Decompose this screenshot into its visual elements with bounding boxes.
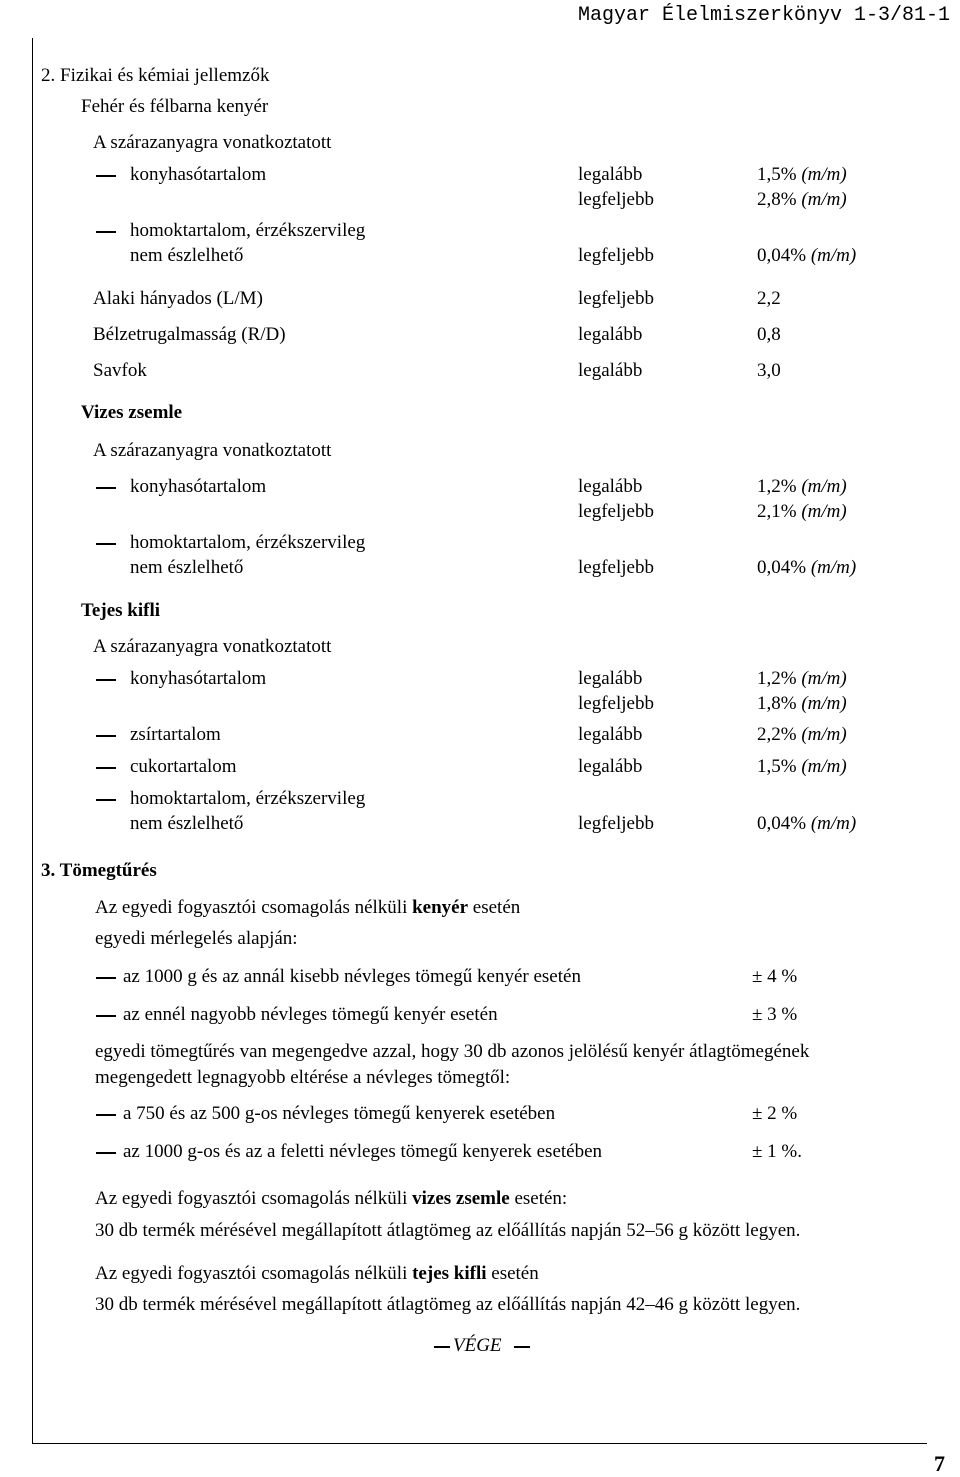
- s3-item-2: az ennél nagyobb névleges tömegű kenyér esetén: [123, 1004, 498, 1025]
- kifli-salt-min-value: 1,2% (m/m): [757, 668, 847, 689]
- bullet-dash: [96, 1114, 116, 1116]
- roll-sand-label-1: homoktartalom, érzékszervileg: [130, 532, 366, 553]
- kifli-intro: A szárazanyagra vonatkoztatott: [93, 636, 332, 657]
- bullet-dash: [96, 977, 116, 979]
- kifli-sugar-label: cukortartalom: [130, 756, 237, 777]
- roll-salt-max-value: 2,1% (m/m): [757, 501, 847, 522]
- roll-title: Vizes zsemle: [81, 402, 183, 423]
- s3-paragraph-1: Az egyedi fogyasztói csomagolás nélküli kenyér esetén: [95, 897, 521, 918]
- roll-sand-qualifier: legfeljebb: [578, 557, 654, 578]
- kifli-sand-value: 0,04% (m/m): [757, 813, 857, 834]
- wb-elasticity-label: Bélzetrugalmasság (R/D): [93, 324, 286, 345]
- s3-paragraph-1-line2: egyedi mérlegelés alapján:: [95, 928, 298, 949]
- s3-item-3: a 750 és az 500 g-os névleges tömegű kenyerek esetében: [123, 1103, 556, 1124]
- s3-paragraph-2-line2: megengedett legnagyobb eltérése a névleges tömegtől:: [95, 1067, 511, 1088]
- bullet-dash: [96, 767, 116, 769]
- s3-item-2-value: ± 3 %: [752, 1004, 798, 1025]
- kifli-sand-qualifier: legfeljebb: [578, 813, 654, 834]
- s3-paragraph-4: Az egyedi fogyasztói csomagolás nélküli tejes kifli esetén: [95, 1263, 539, 1284]
- kifli-sand-label-2: nem észlelhető: [130, 813, 244, 834]
- white-bread-intro: A szárazanyagra vonatkoztatott: [93, 132, 332, 153]
- wb-salt-min-qualifier: legalább: [578, 164, 643, 185]
- wb-salt-label: konyhasótartalom: [130, 164, 267, 185]
- s3-paragraph-3-line2: 30 db termék mérésével megállapított átlagtömeg az előállítás napján 52–56 g között legyen.: [95, 1220, 801, 1241]
- wb-salt-min-value: 1,5% (m/m): [757, 164, 847, 185]
- roll-sand-label-2: nem észlelhető: [130, 557, 244, 578]
- wb-acidity-label: Savfok: [93, 360, 147, 381]
- end-marker: VÉGE: [453, 1335, 502, 1356]
- s3-paragraph-4-line2: 30 db termék mérésével megállapított átlagtömeg az előállítás napján 42–46 g között legyen.: [95, 1294, 801, 1315]
- kifli-sand-label-1: homoktartalom, érzékszervileg: [130, 788, 366, 809]
- frame-left-border: [32, 38, 33, 1443]
- kifli-title: Tejes kifli: [81, 600, 160, 621]
- wb-sand-value: 0,04% (m/m): [757, 245, 857, 266]
- kifli-fat-value: 2,2% (m/m): [757, 724, 847, 745]
- section-2-heading: 2. Fizikai és kémiai jellemzők: [41, 65, 270, 86]
- white-bread-title: Fehér és félbarna kenyér: [81, 96, 269, 117]
- roll-sand-value: 0,04% (m/m): [757, 557, 857, 578]
- s3-item-1: az 1000 g és az annál kisebb névleges tömegű kenyér esetén: [123, 966, 581, 987]
- wb-salt-max-value: 2,8% (m/m): [757, 189, 847, 210]
- roll-salt-min-value: 1,2% (m/m): [757, 476, 847, 497]
- bullet-dash: [96, 735, 116, 737]
- section-3-heading: 3. Tömegtűrés: [41, 860, 157, 881]
- bullet-dash: [96, 175, 116, 177]
- bullet-dash: [96, 487, 116, 489]
- bullet-dash: [96, 1015, 116, 1017]
- kifli-fat-label: zsírtartalom: [130, 724, 221, 745]
- bullet-dash: [96, 1152, 116, 1154]
- s3-item-3-value: ± 2 %: [752, 1103, 798, 1124]
- wb-shape-label: Alaki hányados (L/M): [93, 288, 263, 309]
- page-header: Magyar Élelmiszerkönyv 1-3/81-1: [577, 4, 950, 27]
- wb-sand-qualifier: legfeljebb: [578, 245, 654, 266]
- end-dash-left: [434, 1346, 450, 1348]
- s3-item-4-value: ± 1 %.: [752, 1141, 803, 1162]
- s3-item-4: az 1000 g-os és az a feletti névleges tömegű kenyerek esetében: [123, 1141, 603, 1162]
- kifli-sugar-value: 1,5% (m/m): [757, 756, 847, 777]
- wb-elasticity-qualifier: legalább: [578, 324, 643, 345]
- kifli-sugar-qualifier: legalább: [578, 756, 643, 777]
- roll-salt-max-qualifier: legfeljebb: [578, 501, 654, 522]
- kifli-salt-label: konyhasótartalom: [130, 668, 267, 689]
- roll-intro: A szárazanyagra vonatkoztatott: [93, 440, 332, 461]
- frame-bottom-border: [32, 1443, 927, 1444]
- kifli-salt-max-qualifier: legfeljebb: [578, 693, 654, 714]
- kifli-salt-min-qualifier: legalább: [578, 668, 643, 689]
- bullet-dash: [96, 231, 116, 233]
- kifli-fat-qualifier: legalább: [578, 724, 643, 745]
- s3-item-1-value: ± 4 %: [752, 966, 798, 987]
- bullet-dash: [96, 543, 116, 545]
- kifli-salt-max-value: 1,8% (m/m): [757, 693, 847, 714]
- roll-salt-label: konyhasótartalom: [130, 476, 267, 497]
- bullet-dash: [96, 679, 116, 681]
- wb-elasticity-value: 0,8: [757, 324, 781, 345]
- wb-salt-max-qualifier: legfeljebb: [578, 189, 654, 210]
- s3-paragraph-2-line1: egyedi tömegtűrés van megengedve azzal, hogy 30 db azonos jelölésű kenyér átlagtömegének: [95, 1041, 810, 1062]
- wb-acidity-qualifier: legalább: [578, 360, 643, 381]
- page-number: 7: [934, 1451, 945, 1476]
- wb-shape-value: 2,2: [757, 288, 781, 309]
- roll-salt-min-qualifier: legalább: [578, 476, 643, 497]
- bullet-dash: [96, 799, 116, 801]
- wb-shape-qualifier: legfeljebb: [578, 288, 654, 309]
- wb-acidity-value: 3,0: [757, 360, 781, 381]
- wb-sand-label-2: nem észlelhető: [130, 245, 244, 266]
- end-dash-right: [514, 1346, 530, 1348]
- wb-sand-label-1: homoktartalom, érzékszervileg: [130, 220, 366, 241]
- s3-paragraph-3: Az egyedi fogyasztói csomagolás nélküli vizes zsemle esetén:: [95, 1188, 568, 1209]
